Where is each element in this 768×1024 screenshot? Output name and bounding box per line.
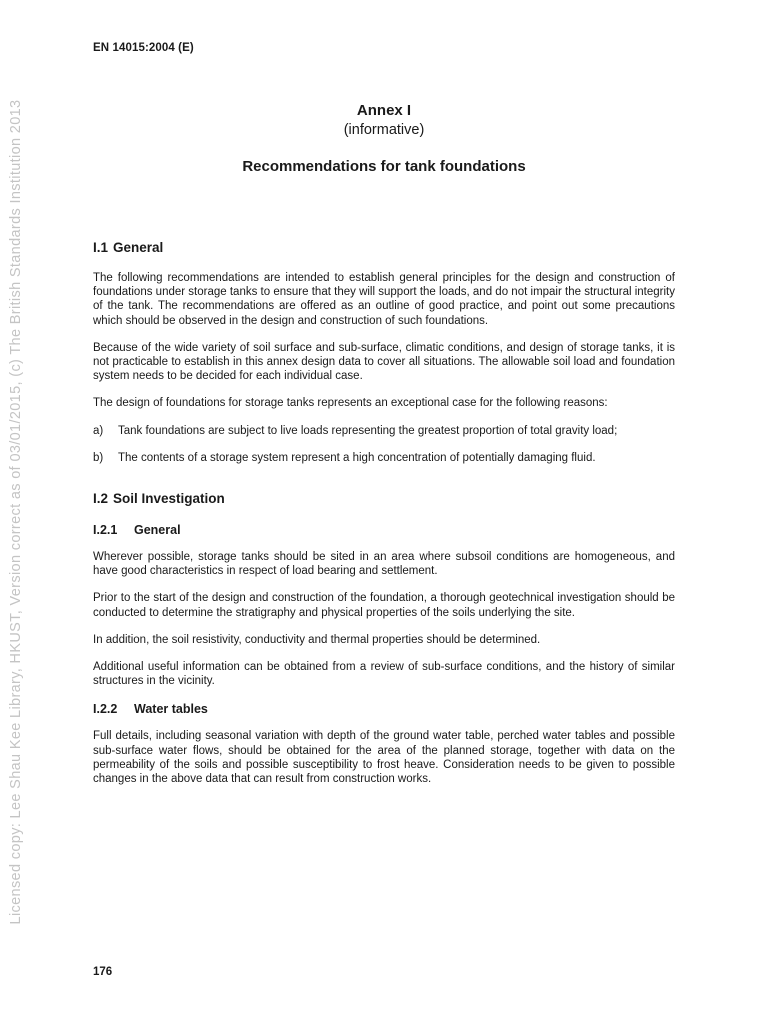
list-marker: b) — [93, 451, 104, 464]
section-title: Soil Investigation — [113, 491, 225, 507]
paragraph: The following recommendations are intended to establish general principles for the design and construction of foundations under storage tanks to ensure that they will support the loads, and do not impair the structural integrity of the tank. The recommendations are offered as an outline of good practice, and point out some precautions which should be observed in the design and construction of such foundations. — [93, 272, 675, 327]
paragraph: Full details, including seasonal variation with depth of the ground water table, perched water tables and possible sub-surface water flows, should be obtained for the area of the planned storage, together with data on the permeability of the soils and possible susceptibility to frost heave. Consideration needs to be given to possible changes in the above data that can result from construction works. — [93, 730, 675, 786]
paragraph: In addition, the soil resistivity, conductivity and thermal properties should be determined. — [93, 633, 541, 646]
subsection-heading-i2-2 — [93, 701, 675, 717]
document-body — [93, 239, 675, 799]
paragraph: Because of the wide variety of soil surface and sub-surface, climatic conditions, and design of storage tanks, it is not practicable to establish in this annex design data to cover all situations. The allowable soil load and foundation system needs to be decided for each individual case. — [93, 341, 675, 383]
subsection-title: Water tables — [134, 702, 208, 717]
annex-subtitle: (informative) — [343, 122, 425, 138]
paragraph: Additional useful information can be obtained from a review of sub-surface conditions, and the history of similar structures in the vicinity. — [93, 661, 675, 688]
section-title: General — [113, 240, 164, 255]
subsection-number: I.2.2 — [93, 702, 118, 717]
document-id: EN 14015:2004 (E) — [93, 42, 194, 54]
license-watermark: Licensed copy: Lee Shau Kee Library, HKUST, Version correct as of 03/01/2015, (c) The British Standards Institution 2013 — [8, 99, 24, 925]
section-heading-i2 — [93, 490, 675, 508]
list-item — [93, 451, 675, 465]
list-marker: a) — [93, 424, 104, 437]
subsection-number: I.2.1 — [93, 523, 118, 538]
annex-heading: Recommendations for tank foundations — [242, 158, 526, 175]
section-heading-i1 — [93, 239, 675, 257]
page-number: 176 — [93, 966, 113, 978]
section-number: I.1 — [93, 240, 109, 255]
list-text: The contents of a storage system represent a high concentration of potentially damaging fluid. — [118, 451, 596, 464]
paragraph: Prior to the start of the design and construction of the foundation, a thorough geotechnical investigation should be conducted to determine the stratigraphy and physical properties of the soils underlying the site. — [93, 592, 675, 619]
annex-title: Annex I — [356, 102, 412, 119]
list-item — [93, 424, 675, 438]
subsection-title: General — [134, 523, 181, 538]
paragraph: The design of foundations for storage tanks represents an exceptional case for the following reasons: — [93, 397, 608, 410]
subsection-heading-i2-1 — [93, 522, 675, 538]
paragraph: Wherever possible, storage tanks should be sited in an area where subsoil conditions are homogeneous, and have good characteristics in respect of load bearing and settlement. — [93, 551, 675, 578]
section-number: I.2 — [93, 491, 109, 507]
list-text: Tank foundations are subject to live loads representing the greatest proportion of total gravity load; — [118, 424, 618, 437]
